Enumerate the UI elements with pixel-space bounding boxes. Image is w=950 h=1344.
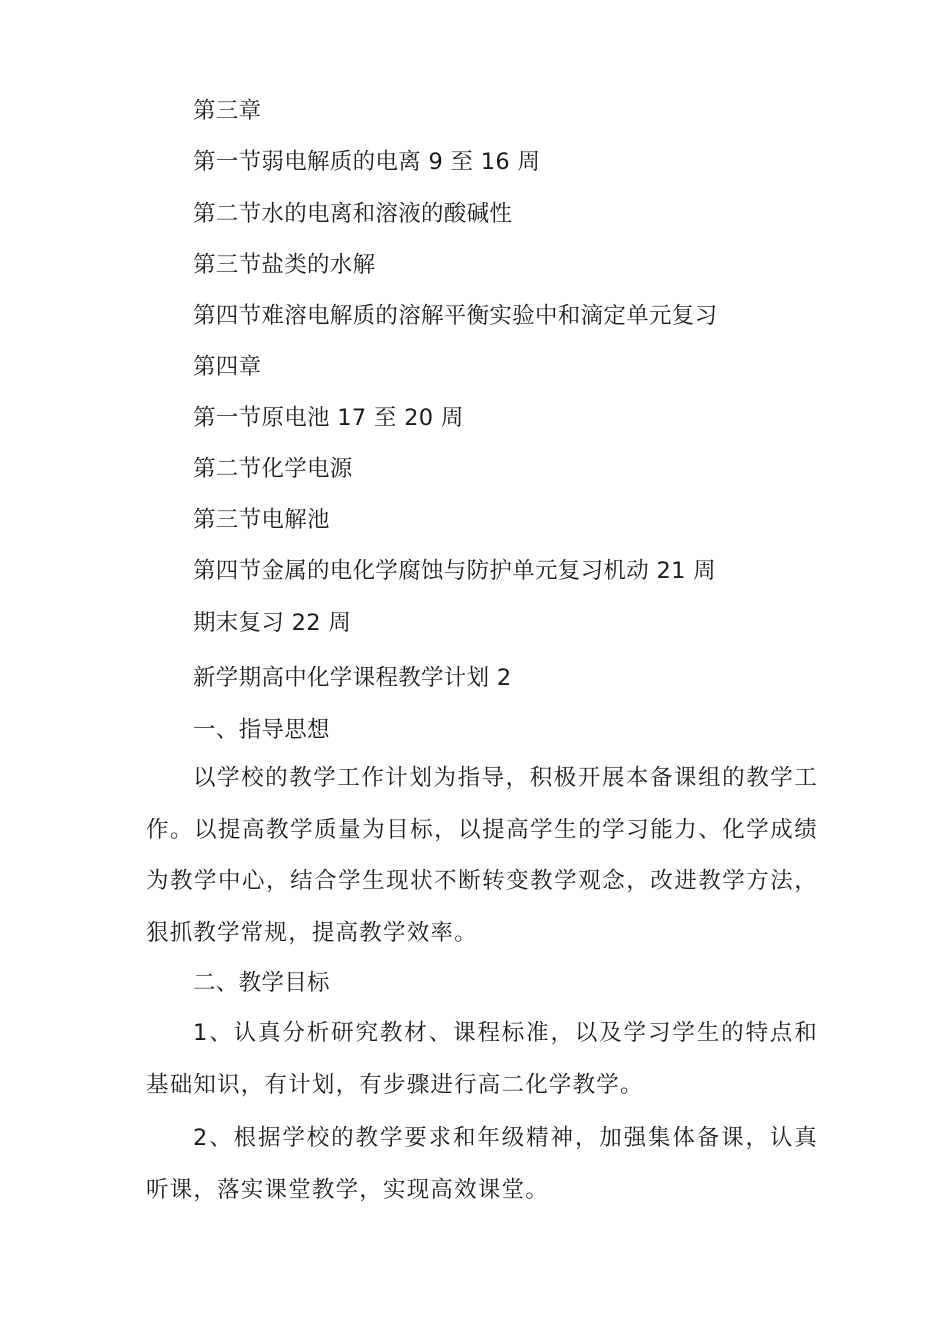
goal-1-paragraph: 1、认真分析研究教材、课程标准，以及学习学生的特点和基础知识，有计划，有步骤进行高二化学教学。 bbox=[146, 1020, 818, 1098]
chapter-3-heading: 第三章 bbox=[193, 98, 262, 124]
guiding-thought-heading: 一、指导思想 bbox=[193, 717, 330, 743]
section-3-4: 第四节难溶电解质的溶解平衡实验中和滴定单元复习 bbox=[193, 303, 718, 329]
goal-2-paragraph: 2、根据学校的教学要求和年级精神，加强集体备课，认真听课，落实课堂教学，实现高效课堂。 bbox=[146, 1125, 818, 1203]
section-4-3: 第三节电解池 bbox=[193, 507, 330, 533]
section-3-3: 第三节盐类的水解 bbox=[193, 252, 376, 278]
final-review: 期末复习 22 周 bbox=[193, 610, 352, 636]
section-4-1: 第一节原电池 17 至 20 周 bbox=[193, 405, 464, 431]
section-3-1: 第一节弱电解质的电离 9 至 16 周 bbox=[193, 149, 541, 175]
section-4-2: 第二节化学电源 bbox=[193, 456, 353, 482]
teaching-goals-heading: 二、教学目标 bbox=[193, 970, 330, 996]
section-3-2: 第二节水的电离和溶液的酸碱性 bbox=[193, 201, 513, 227]
guiding-thought-paragraph: 以学校的教学工作计划为指导，积极开展本备课组的教学工作。以提高教学质量为目标，以提高学生的学习能力、化学成绩为教学中心，结合学生现状不断转变教学观念，改进教学方法，狠抓教学常规，提高教学效率。 bbox=[146, 765, 818, 946]
section-4-4: 第四节金属的电化学腐蚀与防护单元复习机动 21 周 bbox=[193, 558, 716, 584]
plan-2-title: 新学期高中化学课程教学计划 2 bbox=[193, 665, 512, 691]
chapter-4-heading: 第四章 bbox=[193, 354, 262, 380]
